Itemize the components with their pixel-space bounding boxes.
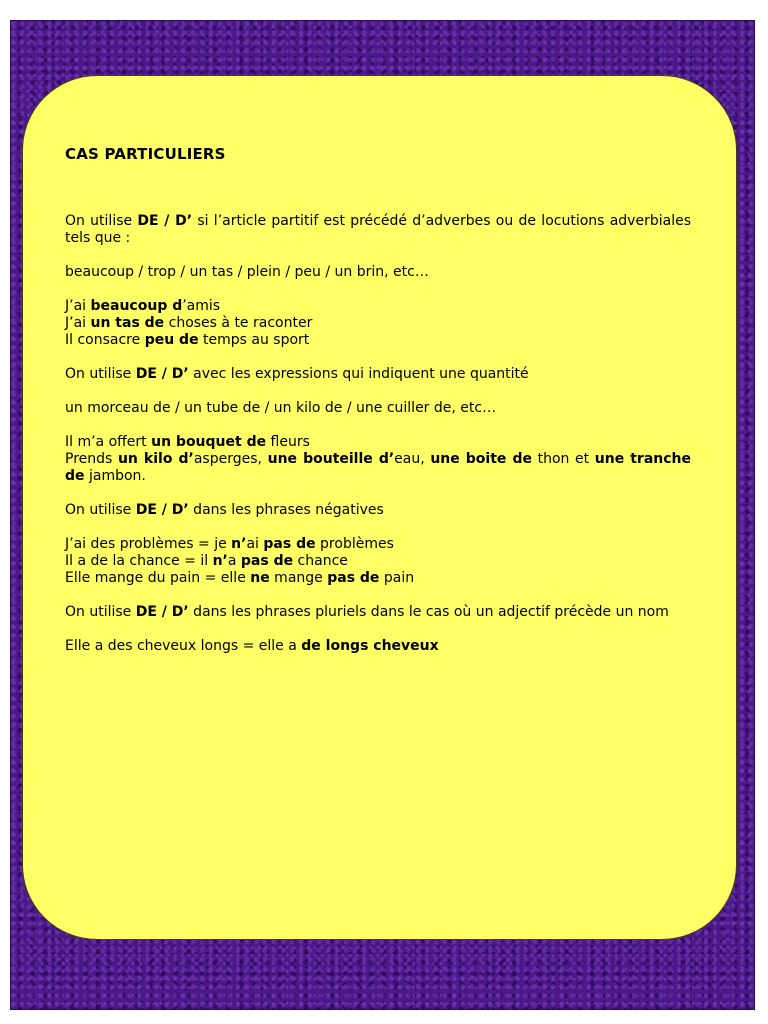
example-line: J’ai beaucoup d’amis <box>65 298 221 314</box>
example-line: Elle mange du pain = elle ne mange pas de pain <box>65 570 415 586</box>
example-line: Il a de la chance = il n’a pas de chance <box>65 553 348 569</box>
example-line: Il m’a offert un bouquet de fleurs <box>65 434 310 450</box>
rule-1: On utilise DE / D’ si l’article partitif est précédé d’adverbes ou de locutions adverbiales tels que : <box>65 213 691 246</box>
lesson-content <box>65 146 691 655</box>
rule-2: On utilise DE / D’ avec les expressions qui indiquent une quantité <box>65 366 529 382</box>
page-title: CAS PARTICULIERS <box>65 145 226 163</box>
example-line: J’ai un tas de choses à te raconter <box>65 315 313 331</box>
example-line: Il consacre peu de temps au sport <box>65 332 310 348</box>
rule-4: On utilise DE / D’ dans les phrases pluriels dans le cas où un adjectif précède un nom <box>65 604 669 620</box>
example-line: J’ai des problèmes = je n’ai pas de problèmes <box>65 536 394 552</box>
example-line: Elle a des cheveux longs = elle a de longs cheveux <box>65 638 439 654</box>
rule-3: On utilise DE / D’ dans les phrases négatives <box>65 502 384 518</box>
example-line: Prends un kilo d’asperges, une bouteille d’eau, une boite de thon et une tranche de jambon. <box>65 451 692 484</box>
word-list-2: un morceau de / un tube de / un kilo de / une cuiller de, etc… <box>65 400 497 416</box>
word-list-1: beaucoup / trop / un tas / plein / peu / un brin, etc… <box>65 264 429 280</box>
